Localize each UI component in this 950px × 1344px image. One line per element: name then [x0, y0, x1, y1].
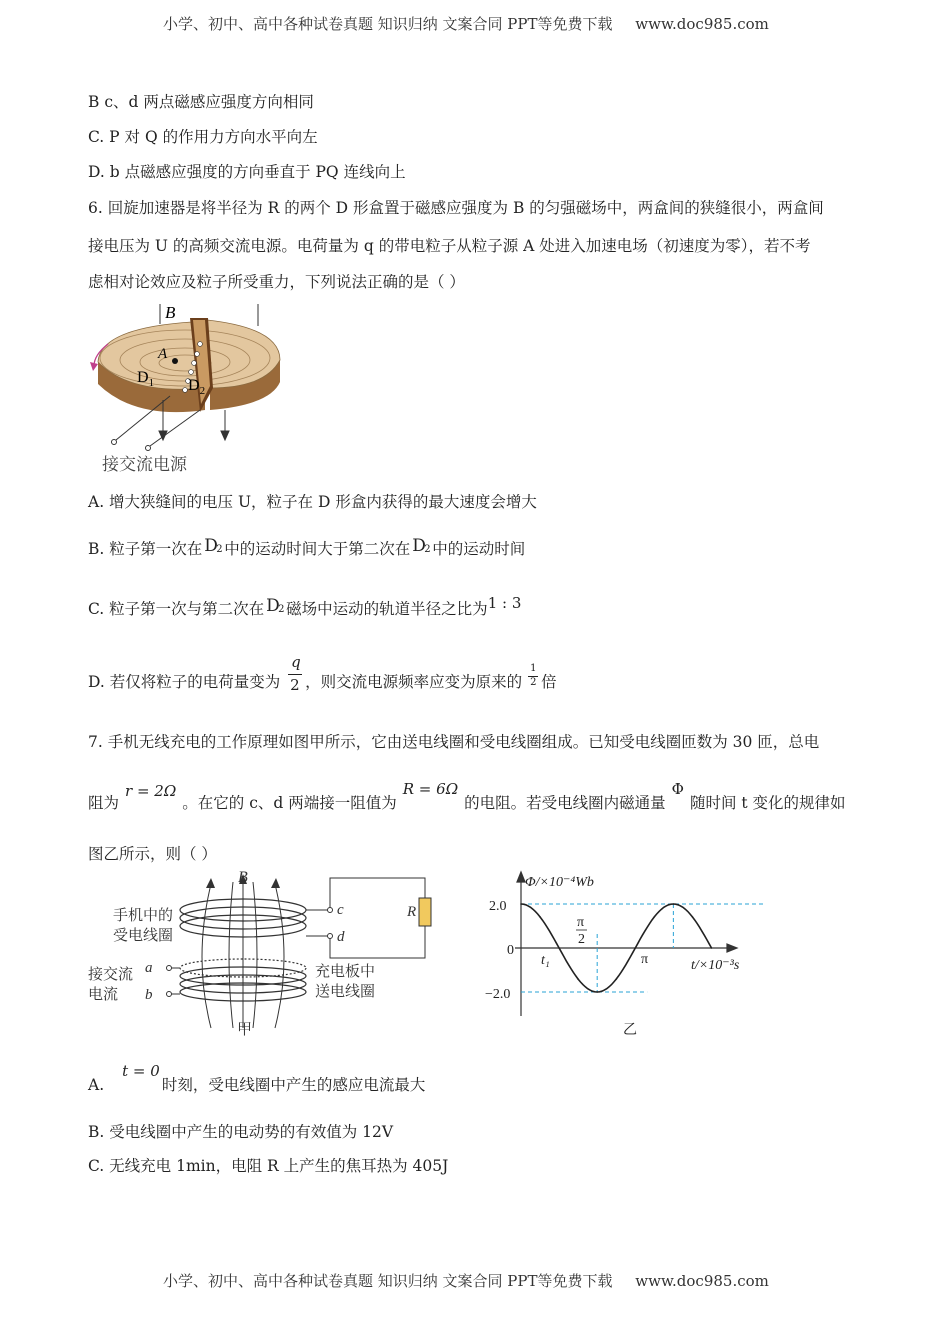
- q7-stem-line3: 图乙所示，则（ ）: [88, 845, 217, 863]
- send-label-2: 送电线圈: [315, 984, 376, 1000]
- flux-chart: [485, 868, 765, 1040]
- flux-data-point: [577, 978, 579, 980]
- flux-data-point: [634, 947, 636, 949]
- q7-option-c: C. 无线充电 1min，电阻 R 上产生的焦耳热为 405J: [88, 1157, 449, 1175]
- flux-data-point: [520, 903, 522, 905]
- q7-line2-c: 的电阻。若受电线圈内磁通量: [464, 794, 666, 812]
- q5-option-b: B c、d 两点磁感应强度方向相同: [88, 93, 314, 111]
- y-axis-label: Φ/×10⁻⁴Wb: [525, 875, 594, 890]
- header-site[interactable]: www.doc985.com: [635, 15, 769, 33]
- q7-a-label: A.: [88, 1076, 105, 1094]
- flux-data-point: [596, 991, 598, 993]
- y-tick-bottom: −2.0: [485, 987, 511, 1002]
- y-tick-top: 2.0: [489, 899, 507, 914]
- q7-option-a: [88, 1062, 426, 1095]
- q7-stem-line1: 7. 手机无线充电的工作原理如图甲所示，它由送电线圈和受电线圈组成。已知受电线圈匝数为 30 匝，总电: [88, 733, 820, 751]
- q7-a-text: 时刻，受电线圈中产生的感应电流最大: [161, 1076, 426, 1094]
- flux-data-point: [615, 978, 617, 980]
- ac-label-2: 电流: [88, 987, 119, 1003]
- x-tick-pi-half-den: 2: [578, 932, 585, 947]
- q7-option-b: B. 受电线圈中产生的电动势的有效值为 12V: [88, 1123, 394, 1141]
- x-tick-pi: π: [641, 952, 649, 967]
- fig-jia-caption: 甲: [237, 1022, 253, 1038]
- q6-d-frac-half: [527, 663, 541, 688]
- footer-text: 小学、初中、高中各种试卷真题 知识归纳 文案合同 PPT等免费下载: [163, 1272, 613, 1290]
- q7-line2-a: 阻为: [88, 794, 120, 812]
- flux-data-point: [711, 947, 713, 949]
- q6-b-d2-1-sub: 2: [216, 544, 223, 555]
- flux-data-point: [558, 947, 560, 949]
- q6-b-part3: 中的运动时间: [432, 540, 526, 558]
- q6-b-d2-1: D: [204, 536, 218, 556]
- wireless-charger-figure: [85, 868, 445, 1040]
- q6-d-half-num: 1: [530, 663, 537, 674]
- label-a: A: [158, 346, 168, 362]
- flux-data-point: [692, 916, 694, 918]
- flux-data-point: [654, 916, 656, 918]
- x-axis-label: t/×10⁻³s: [691, 958, 740, 973]
- y-tick-zero: 0: [507, 943, 514, 958]
- label-b: B: [165, 303, 176, 322]
- fig-b-label: B: [238, 869, 248, 886]
- send-label-1: 充电板中: [315, 964, 376, 980]
- q6-d-frac-q2: [285, 653, 305, 694]
- q6-c-d2-sub: 2: [278, 604, 285, 615]
- q7-r-eq: r = 2Ω: [125, 782, 177, 800]
- q6-d-frac-den: 2: [290, 676, 300, 694]
- q6-d-frac-bar: [288, 674, 302, 675]
- label-ac-source: 接交流电源: [102, 455, 187, 474]
- resistor-r: [419, 898, 431, 926]
- flux-data-point: [673, 903, 675, 905]
- recv-label-1: 手机中的: [113, 908, 174, 924]
- terminal-b: b: [145, 987, 153, 1003]
- q6-d-frac-num: q: [291, 653, 301, 671]
- fig-yi-caption: 乙: [623, 1023, 637, 1038]
- q6-b-d2-2-sub: 2: [424, 544, 431, 555]
- q6-stem-line2: 接电压为 U 的高频交流电源。电荷量为 q 的带电粒子从粒子源 A 处进入加速电场（初速度为零），若不考: [88, 237, 811, 255]
- q7-line2-b: 。在它的 c、d 两端接一阻值为: [182, 794, 397, 812]
- label-d1-sub: 1: [148, 377, 155, 389]
- recv-label-2: 受电线圈: [113, 928, 174, 944]
- label-d2: D: [188, 377, 200, 394]
- q7-phi: Φ: [671, 780, 684, 798]
- terminal-a: a: [145, 960, 153, 976]
- q6-d-half-den: 2: [530, 677, 537, 688]
- q5-option-d: D. b 点磁感应强度的方向垂直于 PQ 连线向上: [88, 163, 406, 181]
- label-d2-sub: 2: [199, 385, 206, 397]
- q6-d-part3: 倍: [541, 673, 557, 691]
- q6-c-part2: 磁场中运动的轨道半径之比为: [286, 600, 488, 618]
- cyclotron-figure: [80, 300, 295, 478]
- page-header: [163, 13, 769, 34]
- q7-stem-line2: [88, 780, 846, 813]
- x-tick-t1: t₁: [541, 953, 550, 968]
- page-footer: [163, 1270, 769, 1291]
- header-text: 小学、初中、高中各种试卷真题 知识归纳 文案合同 PPT等免费下载: [163, 15, 613, 33]
- q6-d-part2: ，则交流电源频率应变为原来的: [305, 673, 523, 691]
- q7-R-eq: R = 6Ω: [402, 780, 459, 798]
- terminal-c: c: [337, 902, 344, 918]
- footer-site[interactable]: www.doc985.com: [635, 1272, 769, 1290]
- terminal-d: d: [337, 929, 345, 945]
- q5-option-c: C. P 对 Q 的作用力方向水平向左: [88, 128, 318, 146]
- q6-c-ratio: 1 : 3: [487, 594, 522, 612]
- q6-c-part1: C. 粒子第一次与第二次在: [88, 600, 265, 618]
- q6-d-part1: D. 若仅将粒子的电荷量变为: [88, 673, 281, 691]
- q6-c-d2: D: [266, 596, 280, 616]
- q6-stem-line3: 虑相对论效应及粒子所受重力，下列说法正确的是（ ）: [88, 273, 465, 291]
- q6-b-part1: B. 粒子第一次在: [88, 540, 203, 558]
- q6-b-part2: 中的运动时间大于第二次在: [224, 540, 411, 558]
- q6-stem-line1: 6. 回旋加速器是将半径为 R 的两个 D 形盒置于磁感应强度为 B 的匀强磁场中，两盒间的狭缝很小，两盒间: [88, 199, 824, 217]
- flux-data-point: [539, 916, 541, 918]
- q6-option-b: [88, 537, 525, 559]
- particle-source-a: [172, 358, 178, 364]
- q7-line2-d: 随时间 t 变化的规律如: [689, 794, 846, 812]
- ac-label-1: 接交流: [88, 967, 134, 983]
- resistor-label: R: [407, 904, 417, 920]
- x-tick-pi-half-num: π: [577, 915, 585, 930]
- q6-option-c: [88, 594, 522, 619]
- label-d1: D: [137, 369, 149, 386]
- q6-option-d: [88, 653, 557, 694]
- q6-b-d2-2: D: [412, 536, 426, 556]
- q6-option-a: A. 增大狭缝间的电压 U，粒子在 D 形盒内获得的最大速度会增大: [88, 493, 537, 511]
- q7-a-t0: t = 0: [122, 1062, 160, 1080]
